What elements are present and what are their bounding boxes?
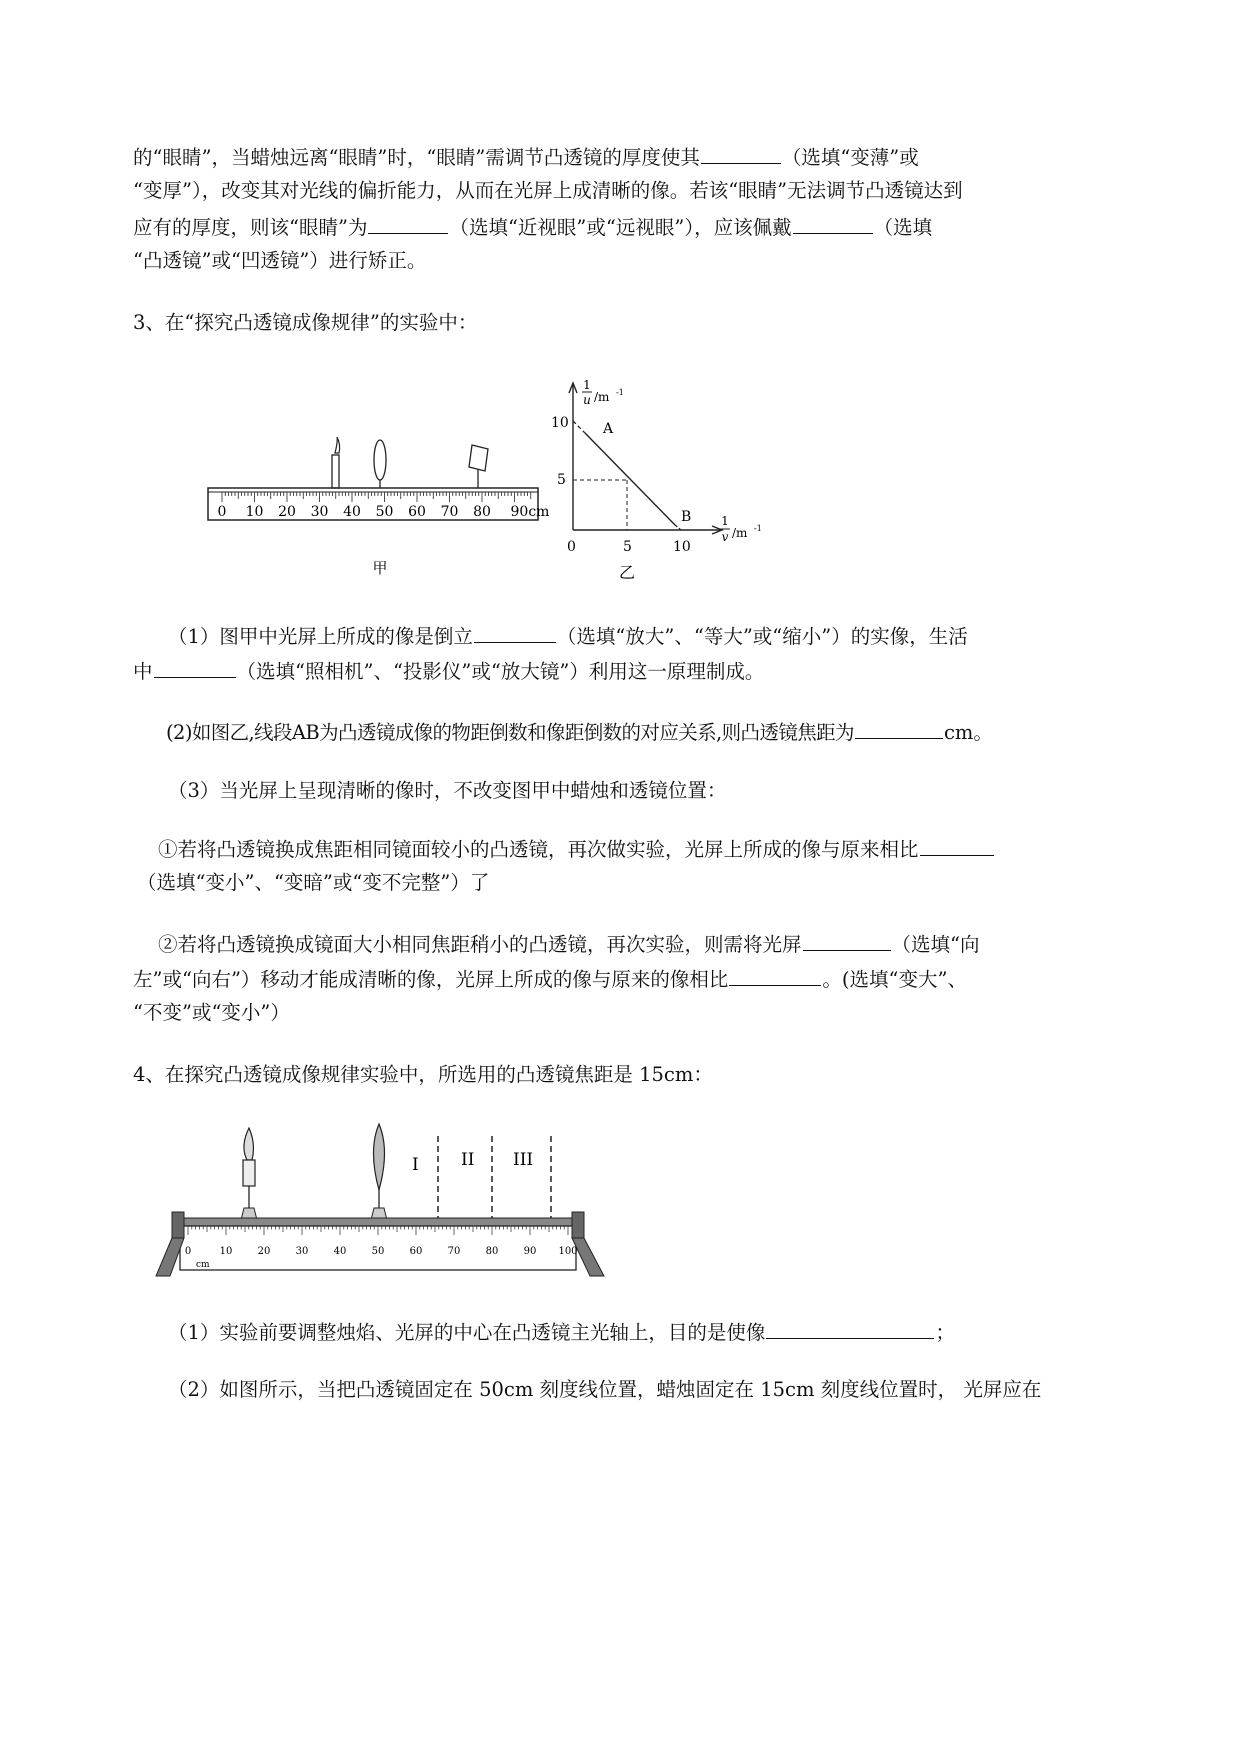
ruler-tick-label: 10 [245, 504, 264, 520]
text: （选填 [873, 216, 933, 239]
figure-caption: 乙 [618, 563, 636, 582]
screen-icon [469, 445, 488, 488]
paragraph-line [133, 965, 1241, 993]
paragraph-line [158, 835, 1241, 863]
paragraph-line [133, 143, 1241, 171]
answer-blank[interactable] [793, 213, 873, 234]
bench-tick-label: 100 [558, 1246, 578, 1257]
paragraph-line [168, 622, 1241, 650]
text: （选填“变小”、“变暗”或“变不完整”）了 [137, 871, 490, 894]
optical-bench-figure-2 [152, 1120, 622, 1290]
text: ； [935, 1321, 955, 1344]
paragraph-line [133, 657, 1241, 685]
lens-icon [371, 1124, 387, 1220]
ruler-tick-label: 20 [278, 504, 296, 520]
bench-tick-label: 70 [447, 1246, 461, 1257]
ruler-tick-label: 70 [440, 504, 459, 520]
x-label-num: 1 [721, 514, 729, 528]
bench-tick-label: 30 [295, 1246, 309, 1257]
zone-label: II [461, 1150, 475, 1170]
text: （选填“向 [891, 933, 980, 956]
bench-tick-label: 50 [371, 1246, 385, 1257]
figure-caption: 甲 [372, 559, 388, 577]
y-axis-unit: /m [594, 390, 610, 404]
answer-blank[interactable] [368, 213, 448, 234]
paragraph-line [133, 1000, 1241, 1026]
ruler-tick-label: 0 [217, 504, 227, 520]
candle-icon [241, 1128, 257, 1220]
paragraph-line [168, 778, 1241, 804]
candle-icon [332, 437, 340, 488]
question-stem [133, 1062, 1241, 1088]
answer-blank[interactable] [920, 835, 994, 856]
paragraph-line [158, 930, 1241, 958]
answer-blank[interactable] [701, 143, 781, 164]
answer-blank[interactable] [855, 718, 943, 739]
text: 4、在探究凸透镜成像规律实验中，所选用的凸透镜焦距是 15cm： [133, 1063, 713, 1086]
text: 3、在“探究凸透镜成像规律”的实验中： [133, 311, 478, 334]
paragraph-line [166, 718, 1241, 746]
text: 应有的厚度，则该“眼睛”为 [133, 216, 368, 239]
text: cm。 [943, 721, 993, 744]
text: （选填“近视眼”或“远视眼”），应该佩戴 [449, 216, 792, 239]
answer-blank[interactable] [474, 622, 556, 643]
y-tick-label: 5 [557, 472, 566, 488]
ruler-tick-label: 60 [408, 504, 426, 520]
text: （选填“变薄”或 [781, 146, 919, 169]
inverse-distance-graph [545, 375, 775, 590]
point-b-label: B [681, 509, 692, 525]
y-tick-label: 10 [551, 415, 569, 431]
unit-label: cm [196, 1260, 210, 1270]
paragraph-line [133, 178, 1241, 204]
paragraph-line [137, 870, 1241, 896]
text: 中 [133, 660, 153, 683]
text: 的“眼睛”，当蜡烛远离“眼睛”时，“眼睛”需调节凸透镜的厚度使其 [133, 146, 700, 169]
bench-tick-label: 0 [184, 1246, 192, 1257]
zone-label: I [412, 1155, 419, 1175]
y-axis-exponent: -1 [616, 388, 624, 397]
origin-label: 0 [567, 539, 576, 555]
optical-bench-figure [200, 425, 550, 585]
paragraph-line [133, 213, 1241, 241]
point-a-label: A [603, 421, 614, 437]
text: （1）图甲中光屏上所成的像是倒立 [168, 625, 473, 648]
text: “不变”或“变小”） [133, 1001, 290, 1024]
y-label-den: u [583, 393, 591, 407]
rail [180, 1218, 576, 1226]
x-axis-exponent: -1 [754, 524, 762, 533]
paragraph-line [133, 248, 1241, 274]
segment-ab [585, 433, 675, 525]
text: （2）如图所示，当把凸透镜固定在 50cm 刻度线位置，蜡烛固定在 15cm 刻度线位置时， 光屏应在 [168, 1378, 1042, 1401]
x-tick-label: 5 [623, 539, 632, 555]
bench-tick-label: 80 [485, 1246, 499, 1257]
lens-icon [374, 440, 386, 488]
bench-tick-label: 40 [333, 1246, 347, 1257]
bench-tick-label: 90 [523, 1246, 537, 1257]
text: ①若将凸透镜换成焦距相同镜面较小的凸透镜，再次做实验，光屏上所成的像与原来相比 [158, 838, 919, 861]
text: （选填“放大”、“等大”或“缩小”）的实像，生活 [556, 625, 968, 648]
x-label-den: v [721, 530, 729, 544]
zone-label: III [513, 1150, 534, 1170]
ruler-tick-label: 50 [375, 504, 394, 520]
text: “变厚”），改变其对光线的偏折能力，从而在光屏上成清晰的像。若该“眼睛”无法调节凸透镜达到 [133, 179, 963, 202]
bench-tick-label: 10 [219, 1246, 233, 1257]
ruler-tick-label: 30 [310, 504, 329, 520]
ruler-tick-label: 90cm [510, 504, 550, 520]
text: (2)如图乙,线段AB为凸透镜成像的物距倒数和像距倒数的对应关系,则凸透镜焦距为 [166, 721, 854, 744]
text: ②若将凸透镜换成镜面大小相同焦距稍小的凸透镜，再次实验，则需将光屏 [158, 933, 802, 956]
text: （1）实验前要调整烛焰、光屏的中心在凸透镜主光轴上，目的是使像 [168, 1321, 766, 1344]
text: “凸透镜”或“凹透镜”）进行矫正。 [133, 249, 427, 272]
answer-blank[interactable] [803, 930, 891, 951]
ruler-tick-label: 40 [343, 504, 361, 520]
answer-blank[interactable] [154, 657, 236, 678]
ruler-tick-label: 80 [473, 504, 491, 520]
answer-blank[interactable] [766, 1318, 934, 1339]
text: 左”或“向右”）移动才能成清晰的像，光屏上所成的像与原来的像相比 [133, 968, 729, 991]
answer-blank[interactable] [729, 965, 821, 986]
question-stem [133, 310, 1241, 336]
right-leg [572, 1238, 604, 1276]
paragraph-line [168, 1318, 1241, 1346]
x-axis-unit: /m [732, 526, 748, 540]
x-tick-label: 10 [673, 539, 691, 555]
text: （选填“照相机”、“投影仪”或“放大镜”）利用这一原理制成。 [236, 660, 765, 683]
paragraph-line [168, 1377, 1241, 1403]
text: （3）当光屏上呈现清晰的像时，不改变图甲中蜡烛和透镜位置： [168, 779, 727, 802]
y-label-num: 1 [583, 378, 591, 392]
bench-tick-label: 60 [409, 1246, 423, 1257]
text: 。(选填“变大”、 [822, 968, 967, 991]
bench-tick-label: 20 [257, 1246, 271, 1257]
